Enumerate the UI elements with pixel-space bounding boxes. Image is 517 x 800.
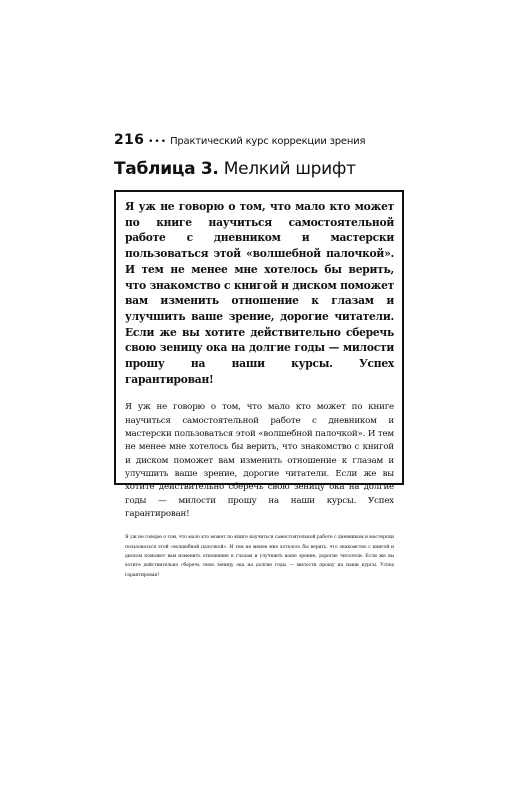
sample-text-medium: Я уж не говорю о том, что мало кто может по книге научиться самостоятельной работе с дневником и мастерски пользоваться этой «волшебной палочкой». И тем не менее мне хотелось бы верить, что знакомство с книгой и диском поможет вам изменить отношение к глазам и улучшить ваше зрение, дорогие читатели. Если же вы хотите действительно сберечь свою зеницу ока на долгие годы — милости прошу на наши курсы. Успех гарантирован! [125,402,394,519]
sample-text-frame [114,190,404,578]
table-heading [114,158,356,180]
sample-text-small: Я уж не говорю о том, что мало кто может по книге научиться самостоятельной работе с дневником и мастерски пользоваться этой «волшебной палочкой». И тем не менее мне хотелось бы верить, что знакомство с книгой и диском поможет вам изменить отношение к глазам и улучшить ваше зрение, дорогие читатели. Если же вы хотите действительно сберечь свою зеницу ока на долгие годы — милости прошу на наши курсы. Успех гарантирован! [125,535,394,578]
table-name: Мелкий шрифт [223,159,356,179]
header-bullets: ••• [148,137,168,147]
sample-text-large: Я уж не говорю о том, что мало кто может по книге научиться самостоятельной работе с дневником и мастерски пользоваться этой «волшебной палочкой». И тем не менее мне хотелось бы верить, что знакомство с книгой и диском поможет вам изменить отношение к глазам и улучшить ваше зрение, дорогие читатели. Если же вы хотите действительно сберечь свою зеницу ока на долгие годы — милости прошу на наши курсы. Успех гарантирован! [125,200,394,386]
page-number: 216 [114,132,145,148]
table-label: Таблица 3. [114,159,219,179]
book-title: Практический курс коррекции зрения [170,136,366,147]
running-header [114,131,414,150]
